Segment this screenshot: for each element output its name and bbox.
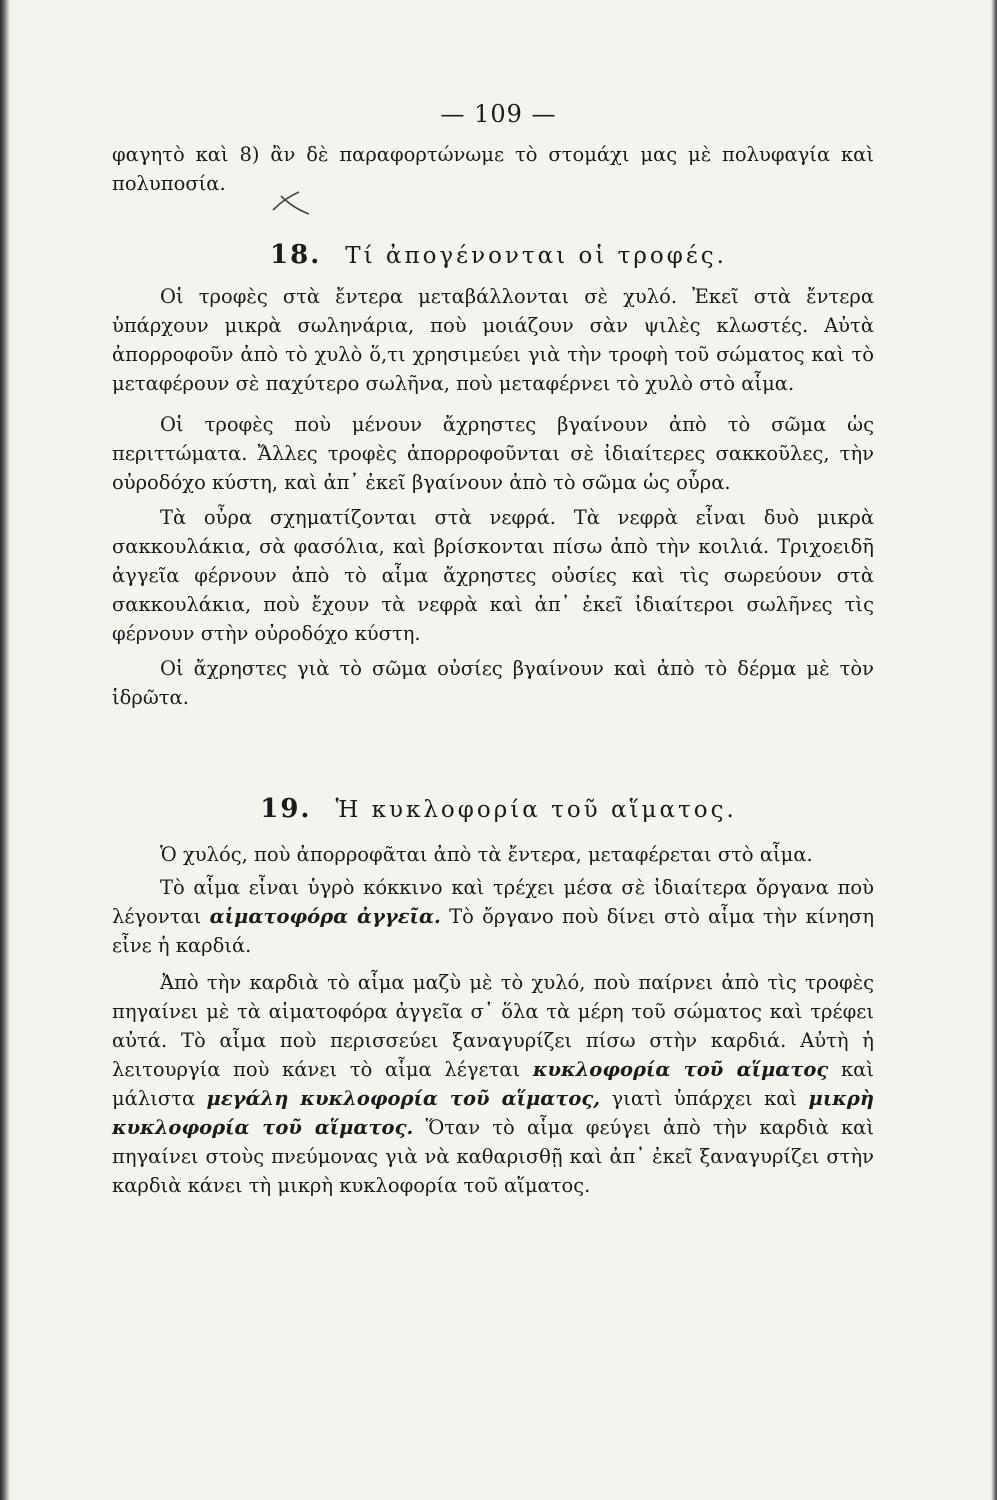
text-run: Ὅταν τὸ αἷμα φεύγει ἀπὸ τὴν καρδιὰ καὶ πηγαίνει στοὺς πνεύμονας γιὰ νὰ καθαρισθῇ καὶ ἀπ᾿ ἐκεῖ ξαναγυρίζει στὴν καρδιὰ κάνει τὴ μικρὴ κυκλοφορία τοῦ αἵματος. bbox=[112, 1116, 874, 1197]
section-19-paragraph-1: Ὁ χυλός, ποὺ ἀπορροφᾶται ἀπὸ τὰ ἔντερα, μεταφέρεται στὸ αἷμα. bbox=[160, 843, 813, 866]
intro-paragraph: φαγητὸ καὶ 8) ἂν δὲ παραφορτώνωμε τὸ στομάχι μας μὲ πολυφαγία καὶ πολυποσία. bbox=[112, 143, 874, 195]
intro-block bbox=[112, 140, 874, 198]
emphasis-term: μεγάλη κυκλοφορία τοῦ αἵματος, bbox=[206, 1087, 601, 1110]
section-18-paragraph: Τὰ οὖρα σχηματίζονται στὰ νεφρά. Τὰ νεφρὰ εἶναι δυὸ μικρὰ σακκουλάκια, σὰ φασόλια, καὶ βρίσκονται πίσω ἀπὸ τὴν κοιλιά. Τριχοειδῆ ἀγγεῖα φέρνουν ἀπὸ τὸ αἷμα ἄχρηστες οὐσίες καὶ τὶς σωρεύουν στὰ σακκουλάκια, ποὺ ἔχουν τὰ νεφρὰ καὶ ἀπ᾿ ἐκεῖ ἰδιαίτεροι σωλῆνες τὶς φέρνουν στὴν οὐροδόχο κύστη. bbox=[112, 506, 874, 645]
text-run: Τὸ ὄργανο ποὺ δίνει στὸ αἷμα τὴν κίνηση εἶνε ἡ καρδιά. bbox=[112, 905, 875, 957]
emphasis-term: μικρὴ κυκλοφορία τοῦ αἵματος. bbox=[112, 1087, 875, 1139]
section-18-heading bbox=[0, 240, 997, 270]
section-18-title: Τί ἀπογένονται οἱ τροφές. bbox=[345, 243, 727, 269]
section-18-body bbox=[112, 282, 874, 712]
page-left-edge-shadow bbox=[0, 0, 10, 1500]
page-right-edge-shadow bbox=[991, 0, 997, 1500]
text-run: καὶ μάλιστα bbox=[112, 1058, 874, 1110]
emphasis-term: κυκλοφορία τοῦ αἵματος bbox=[532, 1058, 829, 1081]
section-19-heading bbox=[0, 794, 997, 824]
page-number: — 109 — bbox=[440, 100, 557, 128]
emphasis-term: αἱματοφόρα ἀγγεῖα. bbox=[209, 905, 441, 928]
section-19-body bbox=[112, 840, 874, 1200]
section-19-title: Ἡ κυκλοφορία τοῦ αἵματος. bbox=[335, 797, 737, 823]
section-18-paragraph: Οἱ τροφὲς στὰ ἔντερα μεταβάλλονται σὲ χυλό. Ἐκεῖ στὰ ἔντερα ὑπάρχουν μικρὰ σωληνάρια, ποὺ μοιάζουν σὰν ψιλὲς κλωστές. Αὐτὰ ἀπορροφοῦν ἀπὸ τὸ χυλὸ ὅ,τι χρησιμεύει γιὰ τὴν τροφὴ τοῦ σώματος καὶ τὸ μεταφέρουν σὲ παχύτερο σωλῆνα, ποὺ μεταφέρνει τὸ χυλὸ στὸ αἷμα. bbox=[112, 285, 874, 395]
section-18-paragraph: Οἱ ἄχρηστες γιὰ τὸ σῶμα οὐσίες βγαίνουν καὶ ἀπὸ τὸ δέρμα μὲ τὸν ἱδρῶτα. bbox=[112, 657, 874, 709]
text-run: γιατὶ ὑπάρχει καὶ bbox=[611, 1087, 798, 1110]
section-18-paragraph: Οἱ τροφὲς ποὺ μένουν ἄχρηστες βγαίνουν ἀπὸ τὸ σῶμα ὡς περιττώματα. Ἄλλες τροφὲς ἀπορροφοῦνται σὲ ἰδιαίτερες σακκοῦλες, τὴν οὐροδόχο κύστη, καὶ ἀπ᾿ ἐκεῖ βγαίνουν ἀπὸ τὸ σῶμα ὡς οὖρα. bbox=[112, 413, 874, 494]
pencil-mark-icon bbox=[265, 188, 325, 218]
section-18-number: 18. bbox=[270, 240, 322, 270]
section-19-number: 19. bbox=[260, 794, 312, 824]
text-run: Ἀπὸ τὴν καρδιὰ τὸ αἷμα μαζὺ μὲ τὸ χυλό, ποὺ παίρνει ἀπὸ τὶς τροφὲς πηγαίνει μὲ τὰ αἱματοφόρα ἀγγεῖα σ᾿ ὅλα τὰ μέρη τοῦ σώματος καὶ τρέφει αὐτά. Τὸ αἷμα ποὺ περισσεύει ξαναγυρίζει πίσω στὴν καρδιά. Αὐτὴ ἡ λειτουργία ποὺ κάνει τὸ αἷμα λέγεται bbox=[112, 971, 874, 1081]
section-19-paragraph-2 bbox=[112, 873, 874, 960]
section-19-paragraph-3 bbox=[112, 968, 874, 1200]
text-run: Τὸ αἷμα εἶναι ὑγρὸ κόκκινο καὶ τρέχει μέσα σὲ ἰδιαίτερα ὄργανα ποὺ λέγονται bbox=[112, 876, 874, 928]
